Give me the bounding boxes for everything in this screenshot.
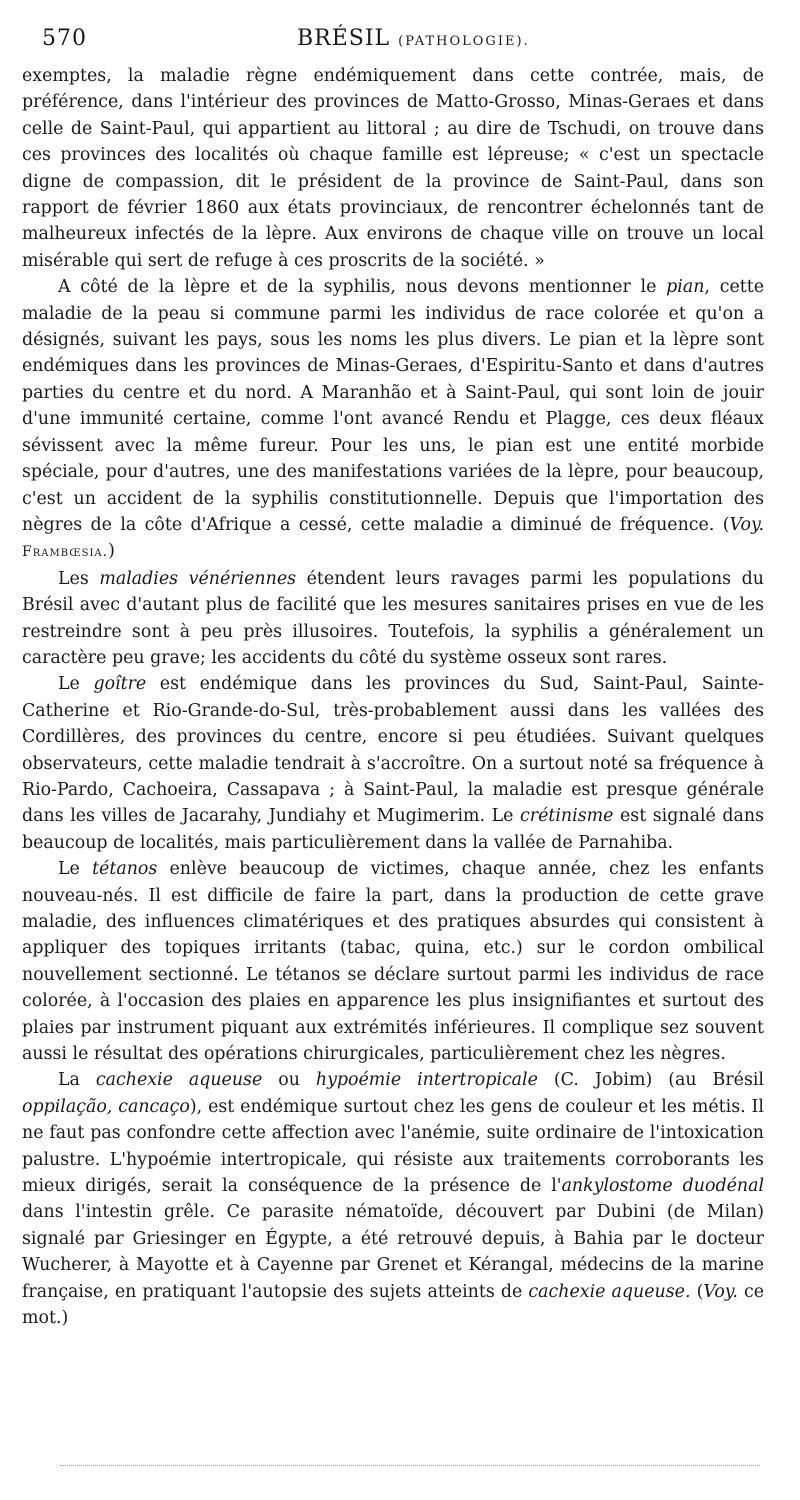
paragraph-cachexia bbox=[22, 1067, 764, 1331]
paragraph-goitre bbox=[22, 671, 764, 856]
text-run: , cette maladie de la peau si commune parmi les individus de race colorée et qu'on a désignés, suivant les pays, sous les noms les plus divers. Le pian et la lèpre sont endémiques dans les provinces de Minas-Geraes, d'Espiritu-Santo et dans d'autres parties du centre et du nord. A Maranhão et à Saint-Paul, qui sont loin de jouir d'une immunité certaine, comme l'ont avancé Rendu et Plagge, ces deux fléaux sévissent avec la même fureur. Pour les uns, le pian est une entité morbide spéciale, pour d'autres, une des manifestations variées de la lèpre, pour beaucoup, c'est un accident de la syphilis constitutionnelle. Depuis que l'importation des nègres de la côte d'Afrique a cessé, cette maladie a diminué de fréquence. ( bbox=[22, 277, 765, 535]
running-header bbox=[42, 26, 772, 60]
italic-term: Voy. bbox=[703, 1281, 738, 1302]
paragraph-leprosy-continued bbox=[22, 63, 764, 274]
italic-term: maladies vénériennes bbox=[99, 568, 297, 589]
text-run: ) bbox=[108, 541, 115, 562]
paragraph-pian bbox=[22, 274, 764, 565]
text-run: La bbox=[58, 1070, 96, 1091]
text-run: ( bbox=[690, 1281, 704, 1302]
running-title bbox=[297, 26, 530, 51]
italic-term: cachexie aqueuse bbox=[95, 1070, 263, 1091]
text-run: dans l'intestin grêle. Ce parasite nématoïde, découvert par Dubini (de Milan) signalé par Griesinger en Égypte, a été retrouvé depuis, à Bahia par le docteur Wucherer, à Mayotte et à Cayenne par Grenet et Kérangal, médecins de la marine française, en pratiquant l'autopsie des sujets atteints de bbox=[22, 1202, 764, 1302]
text-run: Le bbox=[58, 859, 93, 880]
text-run: étendent leurs ravages parmi les populations du Brésil avec d'autant plus de facilité que les mesures sanitaires prises en vue de les restreindre sont à peu près illusoires. Toutefois, la syphilis a généralement un caractère peu grave; les accidents du côté du système osseux sont rares. bbox=[22, 568, 765, 668]
text-run: enlève beaucoup de victimes, chaque année, chez les enfants nouveau-nés. Il est difficile de faire la part, dans la production de cette grave maladie, des influences climatériques et des pratiques absurdes qui consistent à appliquer des topiques irritants (tabac, quina, etc.) sur le cordon ombilical nouvellement sectionné. Le tétanos se déclare surtout parmi les individus de race colorée, à l'occasion des plaies en apparence les plus insignifiantes et surtout des plaies par instrument piquant aux extrémités inférieures. Il complique sez souvent aussi le résultat des opérations chirurgicales, particulièrement chez les nègres. bbox=[22, 859, 764, 1065]
text-run: (C. Jobim) (au Brésil bbox=[537, 1070, 764, 1091]
italic-term: goître bbox=[93, 674, 147, 695]
paragraph-venereal-diseases bbox=[22, 566, 764, 672]
body-text bbox=[22, 63, 764, 1332]
text-run: ou bbox=[262, 1070, 316, 1091]
italic-term: oppilação, cancaço bbox=[22, 1096, 190, 1117]
text-run: est signalé dans beaucoup de localités, mais particulièrement dans la vallée de Parnahiba. bbox=[22, 806, 764, 853]
text-run: est endémique dans les provinces du Sud, Saint-Paul, Sainte-Catherine et Rio-Grande-do-Sul, très-probablement aussi dans les vallées des Cordillères, des provinces du centre, encore si peu étudiées. Suivant quelques observateurs, cette maladie tendrait à s'accroître. On a surtout noté sa fréquence à Rio-Pardo, Cachoeira, Cassapava ; à Saint-Paul, la maladie est presque générale dans les villes de Jacarahy, Jundiahy et Mugimerim. Le bbox=[22, 674, 764, 827]
italic-term: crétinisme bbox=[520, 806, 614, 827]
cross-reference: Frambœsia. bbox=[22, 544, 109, 561]
paragraph-tetanus bbox=[22, 856, 764, 1067]
text-run: exemptes, la maladie règne endémiquement dans cette contrée, mais, de préférence, dans l'intérieur des provinces de Matto-Grosso, Minas-Geraes et dans celle de Saint-Paul, qui appartient au littoral ; au dire de Tschudi, on trouve dans ces provinces des localités où chaque famille est lépreuse; « c'est un spectacle digne de compassion, dit le président de la province de Saint-Paul, dans son rapport de février 1860 aux états provinciaux, de rencontrer échelonnés tant de malheureux infectés de la lèpre. Aux environs de chaque ville on trouve un local misérable qui sert de refuge à ces proscrits de la société. » bbox=[22, 66, 764, 271]
text-run: Les bbox=[58, 568, 100, 589]
italic-term: tétanos bbox=[92, 859, 158, 880]
running-title-main: BRÉSIL bbox=[297, 26, 391, 51]
italic-term: hypoémie intertropicale bbox=[315, 1070, 538, 1091]
text-run: ), est endémique surtout chez les gens de couleur et les métis. Il ne faut pas confondre cette affection avec l'anémie, suite ordinaire de l'intoxication palustre. L'hypoémie intertropicale, qui résiste aux traitements corroborants les mieux dirigés, serait la conséquence de la présence de l' bbox=[22, 1096, 764, 1197]
italic-term: Voy. bbox=[729, 514, 764, 535]
running-title-subtitle: (PATHOLOGIE). bbox=[398, 34, 530, 49]
italic-term: cachexie aqueuse. bbox=[528, 1281, 691, 1302]
text-run: A côté de la lèpre et de la syphilis, nous devons mentionner le bbox=[58, 277, 667, 298]
text-run: ce mot.) bbox=[22, 1281, 764, 1329]
text-run: Le bbox=[58, 674, 94, 695]
page-number: 570 bbox=[42, 26, 87, 51]
italic-term: pian bbox=[666, 277, 705, 298]
italic-term: ankylostome duodénal bbox=[561, 1176, 765, 1197]
footer-divider bbox=[60, 1465, 760, 1466]
